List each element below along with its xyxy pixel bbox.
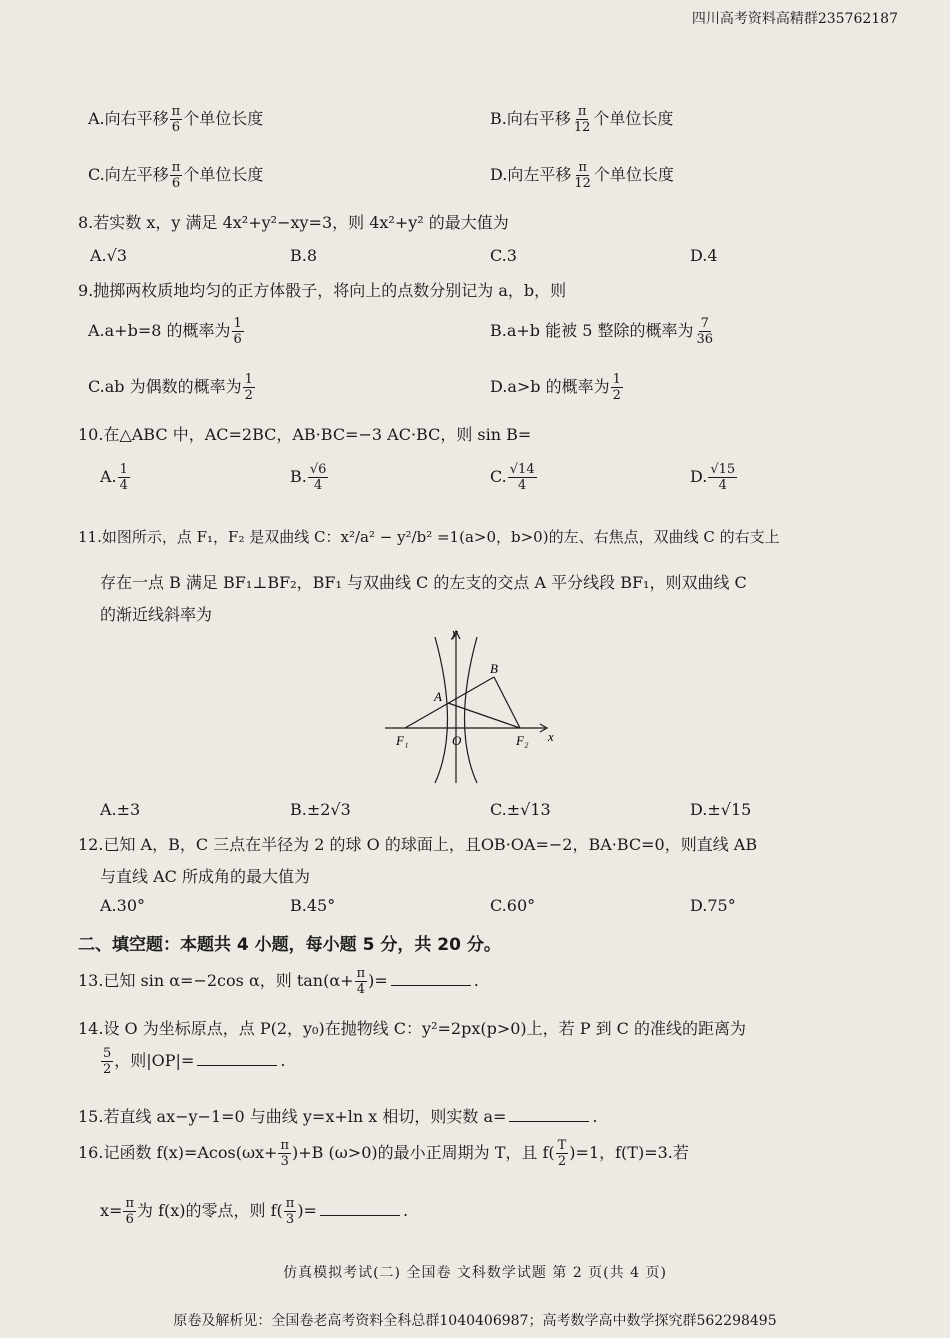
q11-option-c: C.±√13 [490, 800, 551, 819]
q8-option-d: D.4 [690, 246, 718, 265]
page-footer-title: 仿真模拟考试(二) 全国卷 文科数学试题 第 2 页(共 4 页) [283, 1265, 667, 1281]
q16-answer-blank[interactable] [320, 1201, 400, 1216]
q12-option-c: C.60° [490, 896, 536, 915]
q8-option-a: A.√3 [90, 246, 128, 265]
q10-option-a: A. $\frac{1}{4}$ [100, 462, 128, 493]
q15: 15.若直线 ax−y−1=0 与曲线 y=x+ln x 相切，则实数 a= . [78, 1107, 598, 1126]
q14-answer-blank[interactable] [197, 1051, 277, 1066]
q13: 13.已知 sin α=−2cos α，则 tan(α+ $\frac{\pi}{4}$ )= . [78, 966, 479, 997]
label-x: x [548, 729, 554, 744]
q11-option-b: B.±2√3 [290, 800, 351, 819]
hyperbola-figure [380, 625, 570, 785]
q16-line2: x= $\frac{\pi}{6}$ 为 f(x)的零点，则 f( $\frac{\pi}{3}$ )= . [100, 1196, 409, 1227]
q12-line2: 与直线 AC 所成角的最大值为 [100, 867, 310, 886]
q14-line1: 14.设 O 为坐标原点，点 P(2，y₀)在抛物线 C：y²=2px(p>0)上，若 P 到 C 的准线的距离为 [78, 1019, 747, 1038]
label-F2: F₂ [516, 733, 529, 748]
q11-option-a: A.±3 [100, 800, 141, 819]
q11-line1: 11.如图所示，点 F₁，F₂ 是双曲线 C：x²/a² − y²/b² =1(a>0，b>0)的左、右焦点，双曲线 C 的右支上 [78, 528, 780, 546]
q9-option-d: D.a>b 的概率为 $\frac{1}{2}$ [490, 372, 621, 403]
q9-option-b: B.a+b 能被 5 整除的概率为 $\frac{7}{36}$ [490, 316, 714, 347]
q7-option-d: D.向左平移 $\frac{\pi}{12}$ 个单位长度 [490, 160, 674, 191]
q12-line1: 12.已知 A，B，C 三点在半径为 2 的球 O 的球面上，且OB·OA=−2，BA·BC=0，则直线 AB [78, 835, 758, 854]
q11-line3: 的渐近线斜率为 [100, 605, 213, 624]
header-group-note: 四川高考资料高精群235762187 [691, 11, 898, 27]
q9-stem: 9.抛掷两枚质地均匀的正方体骰子，将向上的点数分别记为 a，b，则 [78, 281, 567, 300]
q10-option-c: C. $\frac{√14}{4}$ [490, 462, 535, 493]
bottom-note: 原卷及解析见：全国卷老高考资料全科总群1040406987；高考数学高中数学探究群562298495 [173, 1313, 777, 1329]
q7-option-b: B.向右平移 $\frac{\pi}{12}$ 个单位长度 [490, 104, 674, 135]
q12-option-a: A.30° [100, 896, 145, 915]
q9-option-c: C.ab 为偶数的概率为 $\frac{1}{2}$ [88, 372, 253, 403]
label-F1: F₁ [396, 733, 409, 748]
q12-option-d: D.75° [690, 896, 736, 915]
q12-option-b: B.45° [290, 896, 336, 915]
segment-f1-b [405, 677, 494, 728]
q10-stem: 10.在△ABC 中，AC=2BC，AB·BC=−3 AC·BC，则 sin B= [78, 425, 532, 444]
label-O: O [452, 733, 462, 748]
label-B: B [490, 661, 498, 676]
q15-answer-blank[interactable] [509, 1107, 589, 1122]
q8-option-c: C.3 [490, 246, 517, 265]
q13-answer-blank[interactable] [391, 971, 471, 986]
q10-option-d: D. $\frac{√15}{4}$ [690, 462, 736, 493]
q7-option-c: C.向左平移 $\frac{\pi}{6}$ 个单位长度 [88, 160, 264, 191]
q8-option-b: B.8 [290, 246, 318, 265]
q16-line1: 16.记函数 f(x)=Acos(ωx+ $\frac{\pi}{3}$ )+B (ω>0)的最小正周期为 T，且 f( $\frac{T}{2}$ )=1，f(T)=3.若 [78, 1138, 689, 1169]
label-y: y [452, 625, 458, 640]
q9-option-a: A.a+b=8 的概率为 $\frac{1}{6}$ [88, 316, 242, 347]
label-A: A [434, 689, 442, 704]
q8-stem: 8.若实数 x，y 满足 4x²+y²−xy=3，则 4x²+y² 的最大值为 [78, 213, 509, 232]
q14-line2: $\frac{5}{2}$ ，则|OP|= . [103, 1046, 286, 1077]
q7-option-a: A.向右平移 $\frac{\pi}{6}$ 个单位长度 [88, 104, 264, 135]
q11-option-d: D.±√15 [690, 800, 752, 819]
q10-option-b: B. $\frac{√6}{4}$ [290, 462, 327, 493]
section-fill-in-title: 二、填空题：本题共 4 小题，每小题 5 分，共 20 分。 [78, 935, 501, 955]
q11-line2: 存在一点 B 满足 BF₁⊥BF₂，BF₁ 与双曲线 C 的左支的交点 A 平分线段 BF₁，则双曲线 C [100, 573, 747, 592]
